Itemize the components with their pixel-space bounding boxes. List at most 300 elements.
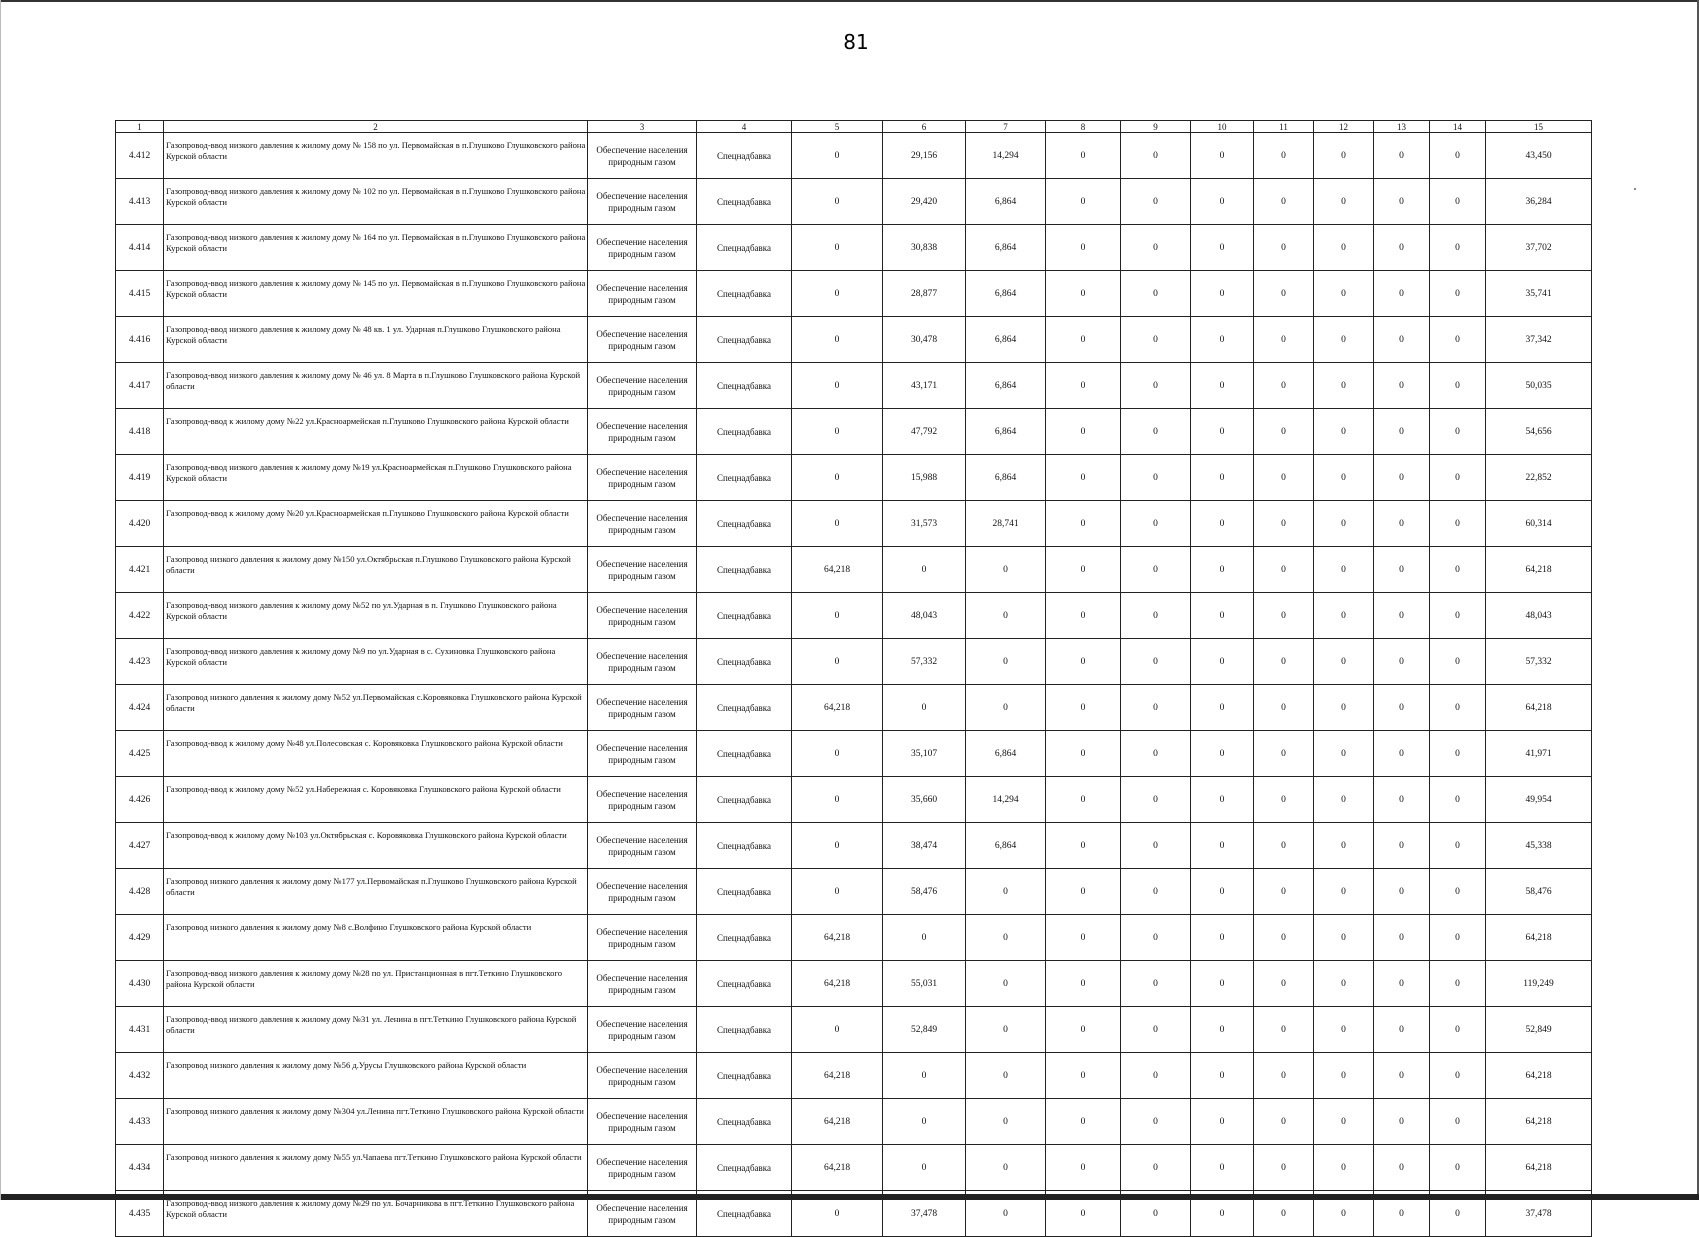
table-row xyxy=(116,133,1592,179)
total-cell: 58,476 xyxy=(1486,869,1592,915)
funding-source-cell: Спецнадбавка xyxy=(697,1053,792,1099)
value-cell: 0 xyxy=(1046,639,1121,685)
value-cell: 0 xyxy=(1254,731,1314,777)
value-cell: 0 xyxy=(1314,271,1374,317)
value-cell: 28,877 xyxy=(883,271,966,317)
value-cell: 48,043 xyxy=(883,593,966,639)
total-cell: 45,338 xyxy=(1486,823,1592,869)
value-cell: 0 xyxy=(1046,455,1121,501)
row-id-cell: 4.435 xyxy=(116,1191,164,1237)
object-description-cell: Газопровод-ввод низкого давления к жилому дому №9 по ул.Ударная в с. Сухиновка Глушковского района Курской области xyxy=(164,639,588,685)
value-cell: 0 xyxy=(1046,823,1121,869)
value-cell: 0 xyxy=(1374,1191,1430,1237)
value-cell: 0 xyxy=(1430,547,1486,593)
funding-source-cell: Спецнадбавка xyxy=(697,1191,792,1237)
scan-border-top xyxy=(0,0,1699,2)
table-row xyxy=(116,547,1592,593)
value-cell: 0 xyxy=(1191,363,1254,409)
value-cell: 0 xyxy=(1314,501,1374,547)
total-cell: 37,342 xyxy=(1486,317,1592,363)
value-cell: 0 xyxy=(1430,271,1486,317)
value-cell: 0 xyxy=(1254,547,1314,593)
value-cell: 0 xyxy=(1430,455,1486,501)
purpose-cell: Обеспечение населения природным газом xyxy=(588,961,697,1007)
value-cell: 0 xyxy=(792,409,883,455)
purpose-cell: Обеспечение населения природным газом xyxy=(588,685,697,731)
value-cell: 0 xyxy=(1121,1053,1191,1099)
purpose-cell: Обеспечение населения природным газом xyxy=(588,1007,697,1053)
value-cell: 0 xyxy=(1191,731,1254,777)
value-cell: 0 xyxy=(1046,1145,1121,1191)
column-number-cell: 3 xyxy=(588,121,697,133)
value-cell: 0 xyxy=(1191,1191,1254,1237)
value-cell: 0 xyxy=(1046,731,1121,777)
purpose-cell: Обеспечение населения природным газом xyxy=(588,777,697,823)
value-cell: 15,988 xyxy=(883,455,966,501)
value-cell: 0 xyxy=(883,547,966,593)
column-number-cell: 7 xyxy=(966,121,1046,133)
total-cell: 35,741 xyxy=(1486,271,1592,317)
value-cell: 64,218 xyxy=(792,915,883,961)
value-cell: 64,218 xyxy=(792,1099,883,1145)
value-cell: 0 xyxy=(966,1145,1046,1191)
value-cell: 0 xyxy=(1046,179,1121,225)
value-cell: 0 xyxy=(1121,501,1191,547)
value-cell: 64,218 xyxy=(792,547,883,593)
value-cell: 0 xyxy=(883,1053,966,1099)
table-row xyxy=(116,501,1592,547)
value-cell: 6,864 xyxy=(966,823,1046,869)
total-cell: 119,249 xyxy=(1486,961,1592,1007)
value-cell: 0 xyxy=(1374,1007,1430,1053)
value-cell: 57,332 xyxy=(883,639,966,685)
value-cell: 0 xyxy=(1430,179,1486,225)
value-cell: 6,864 xyxy=(966,271,1046,317)
row-id-cell: 4.431 xyxy=(116,1007,164,1053)
value-cell: 0 xyxy=(792,133,883,179)
value-cell: 0 xyxy=(1374,1145,1430,1191)
row-id-cell: 4.424 xyxy=(116,685,164,731)
value-cell: 0 xyxy=(1430,1007,1486,1053)
value-cell: 0 xyxy=(1254,1191,1314,1237)
value-cell: 0 xyxy=(1046,409,1121,455)
value-cell: 28,741 xyxy=(966,501,1046,547)
funding-source-cell: Спецнадбавка xyxy=(697,547,792,593)
value-cell: 0 xyxy=(1430,685,1486,731)
investment-table xyxy=(115,120,1592,1237)
value-cell: 0 xyxy=(1314,961,1374,1007)
total-cell: 50,035 xyxy=(1486,363,1592,409)
row-id-cell: 4.414 xyxy=(116,225,164,271)
object-description-cell: Газопровод-ввод низкого давления к жилому дому № 145 по ул. Первомайская в п.Глушково Глушковского района Курской области xyxy=(164,271,588,317)
value-cell: 58,476 xyxy=(883,869,966,915)
value-cell: 0 xyxy=(1121,961,1191,1007)
value-cell: 0 xyxy=(1046,685,1121,731)
total-cell: 37,478 xyxy=(1486,1191,1592,1237)
value-cell: 0 xyxy=(1254,869,1314,915)
total-cell: 48,043 xyxy=(1486,593,1592,639)
value-cell: 0 xyxy=(1430,777,1486,823)
table-row xyxy=(116,961,1592,1007)
value-cell: 0 xyxy=(1314,915,1374,961)
value-cell: 0 xyxy=(1314,363,1374,409)
column-number-cell: 5 xyxy=(792,121,883,133)
funding-source-cell: Спецнадбавка xyxy=(697,685,792,731)
value-cell: 0 xyxy=(1046,1099,1121,1145)
value-cell: 0 xyxy=(1374,409,1430,455)
value-cell: 0 xyxy=(1314,409,1374,455)
value-cell: 0 xyxy=(966,869,1046,915)
value-cell: 0 xyxy=(1191,915,1254,961)
object-description-cell: Газопровод низкого давления к жилому дому №8 с.Волфино Глушковского района Курской области xyxy=(164,915,588,961)
column-number-cell: 2 xyxy=(164,121,588,133)
value-cell: 0 xyxy=(1254,823,1314,869)
value-cell: 0 xyxy=(1121,225,1191,271)
value-cell: 0 xyxy=(1374,455,1430,501)
table-row xyxy=(116,179,1592,225)
value-cell: 0 xyxy=(1430,225,1486,271)
row-id-cell: 4.423 xyxy=(116,639,164,685)
value-cell: 6,864 xyxy=(966,409,1046,455)
funding-source-cell: Спецнадбавка xyxy=(697,869,792,915)
value-cell: 0 xyxy=(1191,271,1254,317)
row-id-cell: 4.425 xyxy=(116,731,164,777)
table-row xyxy=(116,823,1592,869)
value-cell: 0 xyxy=(1254,363,1314,409)
value-cell: 0 xyxy=(1191,823,1254,869)
value-cell: 0 xyxy=(1254,639,1314,685)
object-description-cell: Газопровод-ввод к жилому дому №103 ул.Октябрьская с. Коровяковка Глушковского района Курской области xyxy=(164,823,588,869)
value-cell: 0 xyxy=(1430,731,1486,777)
value-cell: 0 xyxy=(1121,1145,1191,1191)
value-cell: 0 xyxy=(1374,501,1430,547)
value-cell: 0 xyxy=(1430,823,1486,869)
value-cell: 0 xyxy=(792,869,883,915)
purpose-cell: Обеспечение населения природным газом xyxy=(588,225,697,271)
value-cell: 0 xyxy=(792,731,883,777)
value-cell: 0 xyxy=(1430,869,1486,915)
purpose-cell: Обеспечение населения природным газом xyxy=(588,1145,697,1191)
purpose-cell: Обеспечение населения природным газом xyxy=(588,1053,697,1099)
value-cell: 0 xyxy=(966,961,1046,1007)
total-cell: 57,332 xyxy=(1486,639,1592,685)
value-cell: 0 xyxy=(1314,1099,1374,1145)
table-row xyxy=(116,593,1592,639)
value-cell: 0 xyxy=(1121,409,1191,455)
purpose-cell: Обеспечение населения природным газом xyxy=(588,133,697,179)
value-cell: 0 xyxy=(1430,317,1486,363)
value-cell: 6,864 xyxy=(966,363,1046,409)
value-cell: 30,478 xyxy=(883,317,966,363)
value-cell: 0 xyxy=(966,1007,1046,1053)
table-row xyxy=(116,1007,1592,1053)
purpose-cell: Обеспечение населения природным газом xyxy=(588,455,697,501)
value-cell: 0 xyxy=(792,501,883,547)
value-cell: 64,218 xyxy=(792,1053,883,1099)
value-cell: 0 xyxy=(1254,271,1314,317)
funding-source-cell: Спецнадбавка xyxy=(697,1145,792,1191)
row-id-cell: 4.422 xyxy=(116,593,164,639)
column-number-cell: 10 xyxy=(1191,121,1254,133)
value-cell: 0 xyxy=(792,1191,883,1237)
value-cell: 0 xyxy=(1374,547,1430,593)
total-cell: 64,218 xyxy=(1486,1099,1592,1145)
column-number-cell: 8 xyxy=(1046,121,1121,133)
value-cell: 0 xyxy=(1314,1053,1374,1099)
purpose-cell: Обеспечение населения природным газом xyxy=(588,179,697,225)
value-cell: 0 xyxy=(1121,823,1191,869)
value-cell: 0 xyxy=(1430,1053,1486,1099)
value-cell: 0 xyxy=(1314,593,1374,639)
table-row xyxy=(116,777,1592,823)
table-row xyxy=(116,685,1592,731)
value-cell: 0 xyxy=(1374,225,1430,271)
total-cell: 60,314 xyxy=(1486,501,1592,547)
value-cell: 0 xyxy=(1254,915,1314,961)
value-cell: 0 xyxy=(1191,1007,1254,1053)
value-cell: 0 xyxy=(966,639,1046,685)
total-cell: 64,218 xyxy=(1486,1145,1592,1191)
value-cell: 0 xyxy=(883,915,966,961)
value-cell: 0 xyxy=(883,1099,966,1145)
value-cell: 0 xyxy=(966,593,1046,639)
total-cell: 54,656 xyxy=(1486,409,1592,455)
value-cell: 0 xyxy=(1254,501,1314,547)
value-cell: 0 xyxy=(1254,685,1314,731)
value-cell: 0 xyxy=(1046,547,1121,593)
funding-source-cell: Спецнадбавка xyxy=(697,179,792,225)
funding-source-cell: Спецнадбавка xyxy=(697,271,792,317)
value-cell: 64,218 xyxy=(792,961,883,1007)
value-cell: 43,171 xyxy=(883,363,966,409)
value-cell: 0 xyxy=(1121,869,1191,915)
table-row xyxy=(116,1191,1592,1237)
object-description-cell: Газопровод-ввод к жилому дому №20 ул.Красноармейская п.Глушково Глушковского района Курской области xyxy=(164,501,588,547)
funding-source-cell: Спецнадбавка xyxy=(697,639,792,685)
value-cell: 0 xyxy=(1191,961,1254,1007)
purpose-cell: Обеспечение населения природным газом xyxy=(588,915,697,961)
object-description-cell: Газопровод низкого давления к жилому дому №304 ул.Ленина пгт.Теткино Глушковского района Курской области xyxy=(164,1099,588,1145)
total-cell: 64,218 xyxy=(1486,1053,1592,1099)
value-cell: 0 xyxy=(1121,317,1191,363)
column-number-cell: 15 xyxy=(1486,121,1592,133)
object-description-cell: Газопровод низкого давления к жилому дому №55 ул.Чапаева пгт.Теткино Глушковского района Курской области xyxy=(164,1145,588,1191)
value-cell: 31,573 xyxy=(883,501,966,547)
value-cell: 0 xyxy=(1254,409,1314,455)
value-cell: 37,478 xyxy=(883,1191,966,1237)
object-description-cell: Газопровод-ввод низкого давления к жилому дому № 102 по ул. Первомайская в п.Глушково Глушковского района Курской области xyxy=(164,179,588,225)
value-cell: 0 xyxy=(1046,777,1121,823)
value-cell: 0 xyxy=(792,777,883,823)
value-cell: 0 xyxy=(1430,961,1486,1007)
value-cell: 0 xyxy=(1121,685,1191,731)
row-id-cell: 4.419 xyxy=(116,455,164,501)
object-description-cell: Газопровод-ввод к жилому дому №52 ул.Набережная с. Коровяковка Глушковского района Курской области xyxy=(164,777,588,823)
value-cell: 0 xyxy=(1046,869,1121,915)
value-cell: 0 xyxy=(1254,1145,1314,1191)
value-cell: 0 xyxy=(1046,501,1121,547)
value-cell: 0 xyxy=(1314,225,1374,271)
value-cell: 29,156 xyxy=(883,133,966,179)
value-cell: 64,218 xyxy=(792,685,883,731)
row-id-cell: 4.428 xyxy=(116,869,164,915)
row-id-cell: 4.430 xyxy=(116,961,164,1007)
value-cell: 0 xyxy=(1374,869,1430,915)
total-cell: 64,218 xyxy=(1486,915,1592,961)
value-cell: 0 xyxy=(792,225,883,271)
funding-source-cell: Спецнадбавка xyxy=(697,777,792,823)
value-cell: 0 xyxy=(1374,179,1430,225)
value-cell: 6,864 xyxy=(966,731,1046,777)
funding-source-cell: Спецнадбавка xyxy=(697,731,792,777)
value-cell: 52,849 xyxy=(883,1007,966,1053)
value-cell: 0 xyxy=(1046,1007,1121,1053)
total-cell: 43,450 xyxy=(1486,133,1592,179)
column-number-cell: 9 xyxy=(1121,121,1191,133)
value-cell: 0 xyxy=(1121,363,1191,409)
value-cell: 0 xyxy=(1191,593,1254,639)
column-number-cell: 13 xyxy=(1374,121,1430,133)
row-id-cell: 4.433 xyxy=(116,1099,164,1145)
value-cell: 0 xyxy=(1191,317,1254,363)
value-cell: 0 xyxy=(1430,639,1486,685)
value-cell: 0 xyxy=(1046,1191,1121,1237)
value-cell: 0 xyxy=(883,1145,966,1191)
value-cell: 35,660 xyxy=(883,777,966,823)
value-cell: 0 xyxy=(1121,271,1191,317)
value-cell: 0 xyxy=(1314,133,1374,179)
value-cell: 0 xyxy=(1374,133,1430,179)
purpose-cell: Обеспечение населения природным газом xyxy=(588,731,697,777)
value-cell: 0 xyxy=(1046,593,1121,639)
value-cell: 0 xyxy=(1046,133,1121,179)
value-cell: 0 xyxy=(792,317,883,363)
value-cell: 0 xyxy=(792,593,883,639)
value-cell: 14,294 xyxy=(966,133,1046,179)
scan-border-left xyxy=(0,0,1,1200)
value-cell: 0 xyxy=(1430,593,1486,639)
purpose-cell: Обеспечение населения природным газом xyxy=(588,1191,697,1237)
value-cell: 0 xyxy=(1374,593,1430,639)
value-cell: 0 xyxy=(1254,1053,1314,1099)
value-cell: 0 xyxy=(1121,179,1191,225)
total-cell: 22,852 xyxy=(1486,455,1592,501)
purpose-cell: Обеспечение населения природным газом xyxy=(588,363,697,409)
object-description-cell: Газопровод низкого давления к жилому дому №52 ул.Первомайская с.Коровяковка Глушковского района Курской области xyxy=(164,685,588,731)
table-row xyxy=(116,1099,1592,1145)
value-cell: 0 xyxy=(1314,639,1374,685)
row-id-cell: 4.413 xyxy=(116,179,164,225)
purpose-cell: Обеспечение населения природным газом xyxy=(588,823,697,869)
row-id-cell: 4.420 xyxy=(116,501,164,547)
funding-source-cell: Спецнадбавка xyxy=(697,501,792,547)
value-cell: 0 xyxy=(1430,133,1486,179)
value-cell: 0 xyxy=(966,1099,1046,1145)
object-description-cell: Газопровод-ввод низкого давления к жилому дому № 48 кв. 1 ул. Ударная п.Глушково Глушковского района Курской области xyxy=(164,317,588,363)
funding-source-cell: Спецнадбавка xyxy=(697,133,792,179)
row-id-cell: 4.421 xyxy=(116,547,164,593)
funding-source-cell: Спецнадбавка xyxy=(697,363,792,409)
value-cell: 0 xyxy=(1121,547,1191,593)
value-cell: 0 xyxy=(1314,317,1374,363)
total-cell: 37,702 xyxy=(1486,225,1592,271)
value-cell: 0 xyxy=(1254,593,1314,639)
purpose-cell: Обеспечение населения природным газом xyxy=(588,639,697,685)
value-cell: 0 xyxy=(1046,1053,1121,1099)
value-cell: 35,107 xyxy=(883,731,966,777)
value-cell: 0 xyxy=(792,1007,883,1053)
value-cell: 64,218 xyxy=(792,1145,883,1191)
value-cell: 0 xyxy=(1121,1099,1191,1145)
value-cell: 0 xyxy=(966,1053,1046,1099)
value-cell: 0 xyxy=(1430,915,1486,961)
value-cell: 0 xyxy=(792,823,883,869)
value-cell: 0 xyxy=(1314,685,1374,731)
value-cell: 30,838 xyxy=(883,225,966,271)
row-id-cell: 4.434 xyxy=(116,1145,164,1191)
object-description-cell: Газопровод низкого давления к жилому дому №177 ул.Первомайская п.Глушково Глушковского района Курской области xyxy=(164,869,588,915)
purpose-cell: Обеспечение населения природным газом xyxy=(588,317,697,363)
value-cell: 6,864 xyxy=(966,225,1046,271)
value-cell: 0 xyxy=(1191,455,1254,501)
object-description-cell: Газопровод низкого давления к жилому дому №56 д.Урусы Глушковского района Курской области xyxy=(164,1053,588,1099)
value-cell: 0 xyxy=(1254,179,1314,225)
value-cell: 0 xyxy=(1314,547,1374,593)
value-cell: 0 xyxy=(1254,133,1314,179)
value-cell: 0 xyxy=(1374,271,1430,317)
row-id-cell: 4.412 xyxy=(116,133,164,179)
value-cell: 0 xyxy=(1121,777,1191,823)
value-cell: 0 xyxy=(792,179,883,225)
row-id-cell: 4.415 xyxy=(116,271,164,317)
value-cell: 0 xyxy=(1121,133,1191,179)
value-cell: 0 xyxy=(1314,179,1374,225)
funding-source-cell: Спецнадбавка xyxy=(697,317,792,363)
value-cell: 0 xyxy=(1121,639,1191,685)
total-cell: 36,284 xyxy=(1486,179,1592,225)
funding-source-cell: Спецнадбавка xyxy=(697,823,792,869)
value-cell: 0 xyxy=(1046,225,1121,271)
value-cell: 0 xyxy=(1046,271,1121,317)
purpose-cell: Обеспечение населения природным газом xyxy=(588,501,697,547)
row-id-cell: 4.418 xyxy=(116,409,164,455)
total-cell: 41,971 xyxy=(1486,731,1592,777)
column-number-cell: 14 xyxy=(1430,121,1486,133)
row-id-cell: 4.417 xyxy=(116,363,164,409)
value-cell: 0 xyxy=(1374,317,1430,363)
total-cell: 64,218 xyxy=(1486,547,1592,593)
value-cell: 0 xyxy=(1254,961,1314,1007)
value-cell: 0 xyxy=(1314,869,1374,915)
object-description-cell: Газопровод-ввод низкого давления к жилому дому №31 ул. Ленина в пгт.Теткино Глушковского района Курской области xyxy=(164,1007,588,1053)
value-cell: 0 xyxy=(1191,179,1254,225)
value-cell: 0 xyxy=(1374,363,1430,409)
value-cell: 0 xyxy=(1374,1053,1430,1099)
total-cell: 52,849 xyxy=(1486,1007,1592,1053)
purpose-cell: Обеспечение населения природным газом xyxy=(588,271,697,317)
object-description-cell: Газопровод-ввод низкого давления к жилому дому № 46 ул. 8 Марта в п.Глушково Глушковского района Курской области xyxy=(164,363,588,409)
value-cell: 0 xyxy=(792,363,883,409)
funding-source-cell: Спецнадбавка xyxy=(697,455,792,501)
row-id-cell: 4.426 xyxy=(116,777,164,823)
value-cell: 38,474 xyxy=(883,823,966,869)
value-cell: 14,294 xyxy=(966,777,1046,823)
row-id-cell: 4.432 xyxy=(116,1053,164,1099)
table-row xyxy=(116,455,1592,501)
value-cell: 0 xyxy=(1254,225,1314,271)
value-cell: 0 xyxy=(1046,317,1121,363)
value-cell: 0 xyxy=(1254,1099,1314,1145)
